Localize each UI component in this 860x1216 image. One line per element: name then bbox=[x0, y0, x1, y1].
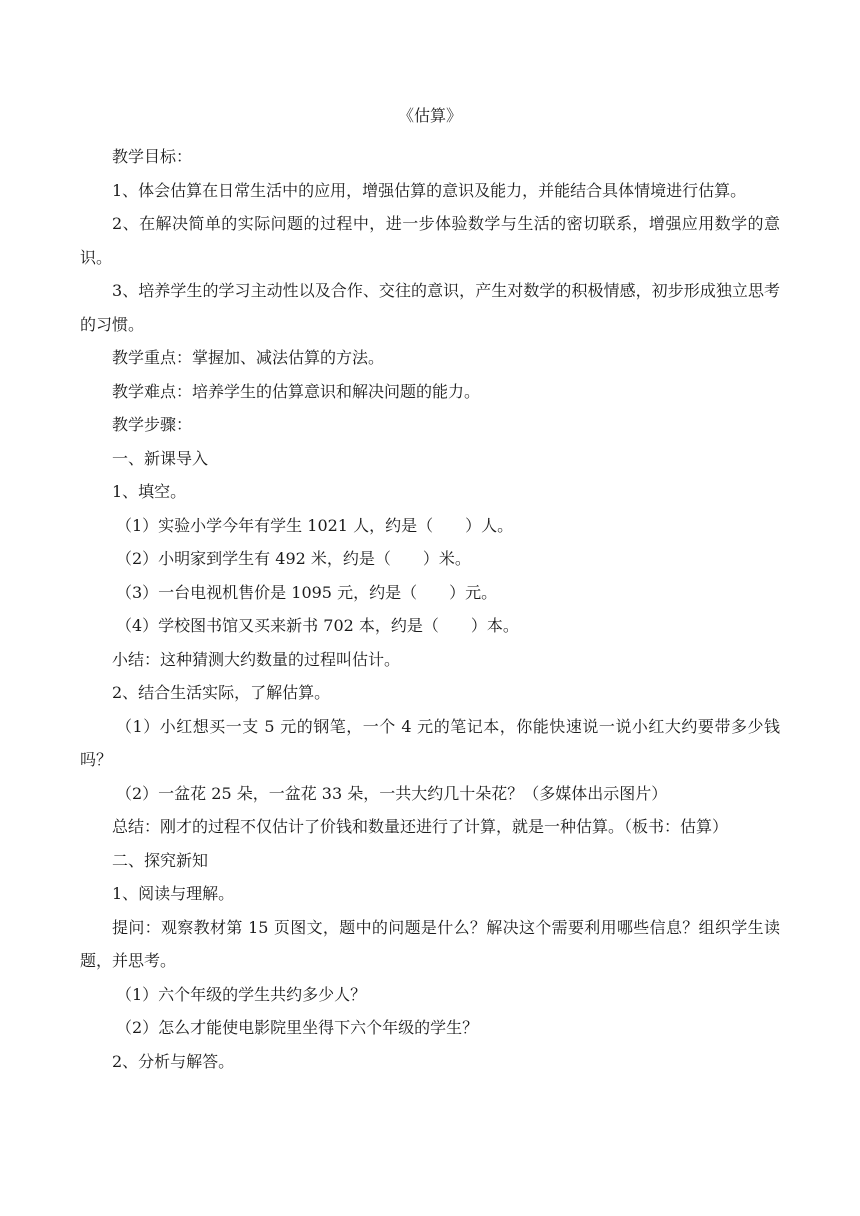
document-title: 《估算》 bbox=[397, 106, 462, 125]
summary-estimate: 小结：这种猜测大约数量的过程叫估计。 bbox=[112, 649, 401, 669]
heading-teaching-goals: 教学目标： bbox=[112, 147, 193, 166]
fill-blank-item-3: （3）一台电视机售价是 1095 元，约是（ ）元。 bbox=[116, 582, 498, 602]
fill-blank-heading: 1、填空。 bbox=[112, 482, 187, 501]
real-life-heading: 2、结合生活实际，了解估算。 bbox=[112, 683, 331, 702]
goal-1: 1、体会估算在日常生活中的应用，增强估算的意识及能力，并能结合具体情境进行估算。 bbox=[112, 180, 747, 200]
question-item-1: （1）六个年级的学生共约多少人？ bbox=[116, 984, 367, 1004]
goal-2: 2、在解决简单的实际问题的过程中，进一步体验数学与生活的密切联系，增强应用数学的意识。 bbox=[80, 214, 780, 267]
fill-blank-item-1: （1）实验小学今年有学生 1021 人，约是（ ）人。 bbox=[116, 515, 514, 535]
reading-heading: 1、阅读与理解。 bbox=[112, 884, 235, 903]
section-1-heading: 一、新课导入 bbox=[112, 448, 209, 468]
section-2-heading: 二、探究新知 bbox=[112, 850, 209, 870]
question-prompt: 提问：观察教材第 15 页图文，题中的问题是什么？解决这个需要利用哪些信息？组织学生读题，并思考。 bbox=[80, 917, 780, 970]
fill-blank-item-4: （4）学校图书馆又买来新书 702 本，约是（ ）本。 bbox=[116, 616, 519, 635]
teaching-key-point: 教学重点：掌握加、减法估算的方法。 bbox=[112, 348, 385, 367]
goal-3: 3、培养学生的学习主动性以及合作、交往的意识，产生对数学的积极情感，初步形成独立思考的习惯。 bbox=[80, 281, 780, 334]
conclusion: 总结：刚才的过程不仅估计了价钱和数量还进行了计算，就是一种估算。（板书：估算） bbox=[112, 817, 729, 836]
heading-teaching-steps: 教学步骤： bbox=[112, 415, 193, 434]
real-life-item-2: （2）一盆花 25 朵，一盆花 33 朵，一共大约几十朵花？（多媒体出示图片） bbox=[116, 783, 668, 803]
question-item-2: （2）怎么才能使电影院里坐得下六个年级的学生？ bbox=[116, 1018, 479, 1037]
document-body bbox=[80, 140, 780, 1078]
fill-blank-item-2: （2）小明家到学生有 492 米，约是（ ）米。 bbox=[116, 549, 471, 568]
real-life-item-1: （1）小红想买一支 5 元的钢笔，一个 4 元的笔记本，你能快速说一说小红大约要带多少钱吗？ bbox=[80, 716, 780, 769]
analysis-heading: 2、分析与解答。 bbox=[112, 1051, 235, 1071]
teaching-difficulty: 教学难点：培养学生的估算意识和解决问题的能力。 bbox=[112, 381, 481, 401]
